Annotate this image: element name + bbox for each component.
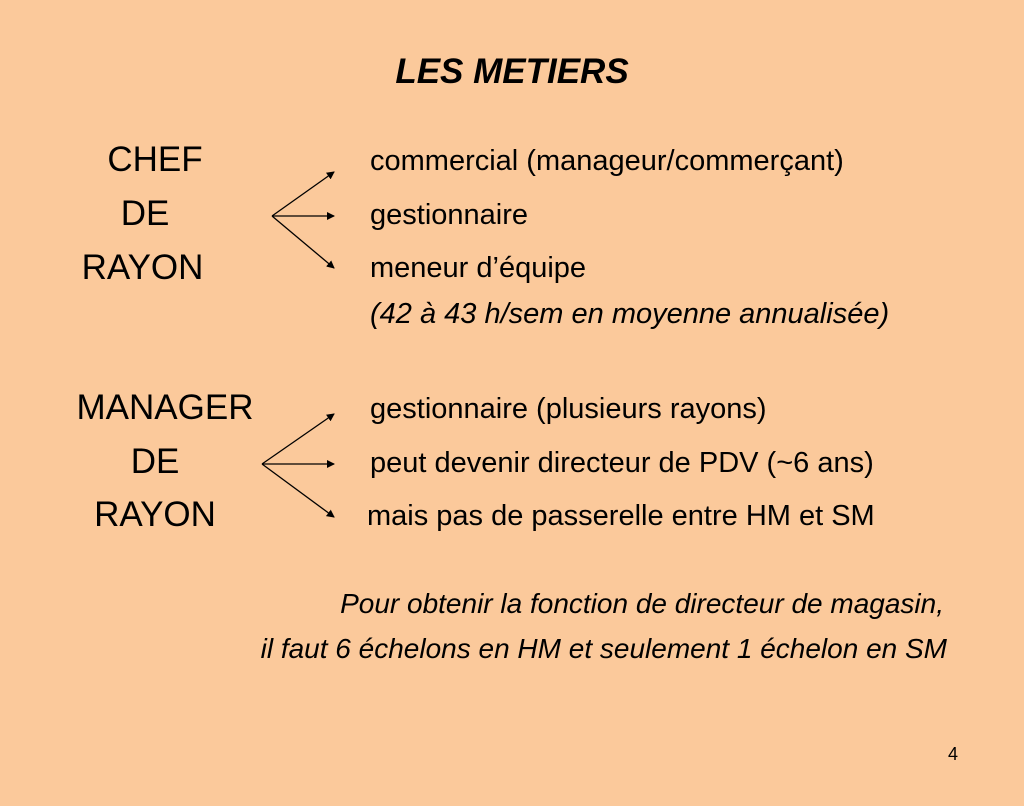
arrow-manager-passerelle	[262, 464, 334, 517]
conclusion-line1: Pour obtenir la fonction de directeur de magasin,	[340, 588, 944, 619]
role-chef-line1: CHEF	[107, 140, 203, 179]
role-manager-line2: DE	[130, 442, 180, 481]
arrow-chef-meneur	[272, 216, 334, 268]
role-chef-line3: RAYON	[81, 248, 204, 287]
conclusion-line2: il faut 6 échelons en HM et seulement 1 échelon en SM	[260, 633, 947, 664]
role-chef-line2: DE	[120, 194, 170, 233]
page-number: 4	[947, 744, 958, 764]
role-manager-line3: RAYON	[94, 495, 216, 534]
chef-item-gestionnaire: gestionnaire	[370, 199, 528, 231]
manager-item-directeur: peut devenir directeur de PDV (~6 ans)	[370, 447, 874, 479]
chef-item-meneur: meneur d’équipe	[370, 252, 587, 284]
manager-item-passerelle: mais pas de passerelle entre HM et SM	[367, 500, 875, 532]
arrow-chef-commercial	[272, 172, 334, 216]
slide-title: LES METIERS	[395, 52, 629, 91]
chef-hours-note: (42 à 43 h/sem en moyenne annualisée)	[370, 298, 890, 330]
arrow-manager-gestionnaire	[262, 414, 334, 464]
chef-item-commercial: commercial (manageur/commerçant)	[370, 145, 844, 177]
manager-item-gestionnaire: gestionnaire (plusieurs rayons)	[370, 393, 767, 425]
role-manager-line1: MANAGER	[76, 388, 254, 427]
